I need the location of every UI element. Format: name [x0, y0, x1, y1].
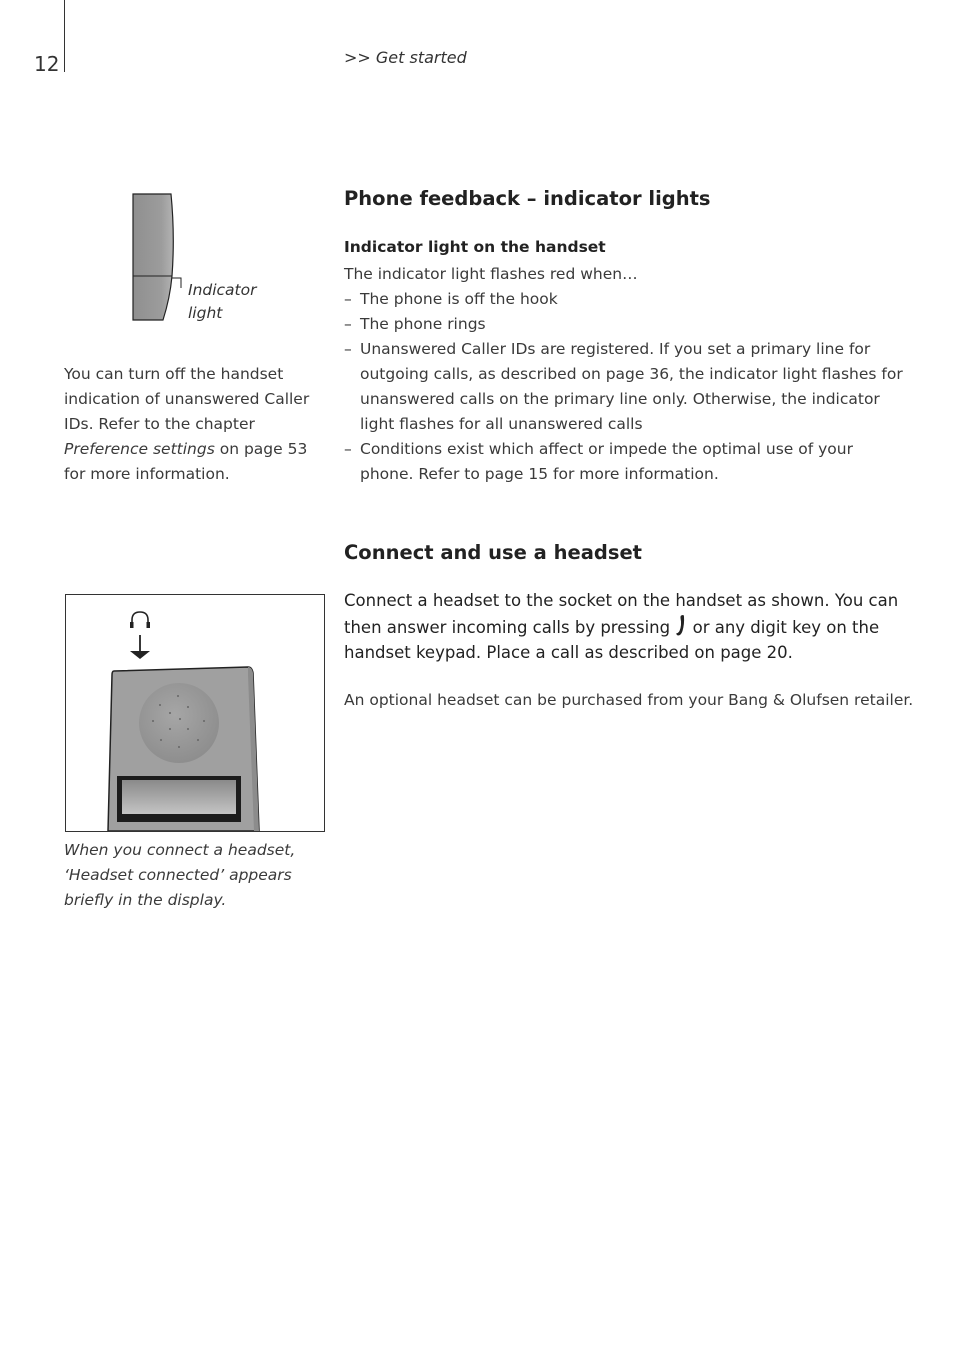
list-item — [344, 287, 904, 312]
side-note — [64, 362, 328, 487]
indicator-bullet-list — [344, 287, 904, 487]
down-arrow-icon — [130, 635, 150, 659]
side-note-text-2: on page 53 for more information. — [64, 440, 308, 483]
indicator-light-label — [188, 279, 257, 325]
headset-text-1: Connect a headset to the socket on the handset as shown. You can then answer incoming calls by pressing — [344, 591, 899, 637]
list-item — [344, 437, 904, 487]
dash-marker: – — [344, 290, 352, 308]
indicator-light-subheading: Indicator light on the handset — [344, 238, 606, 256]
page-number-rule — [64, 0, 65, 72]
dash-marker: – — [344, 315, 352, 333]
breadcrumb-prefix: >> — [344, 48, 371, 67]
indicator-label-line2: light — [188, 304, 223, 322]
optional-headset-note: An optional headset can be purchased from your Bang & Olufsen retailer. — [344, 691, 914, 709]
handset-key-icon — [675, 613, 687, 637]
headset-illustration-frame — [65, 594, 325, 832]
headset-socket-illustration — [66, 595, 324, 831]
page-number: 12 — [34, 52, 60, 76]
headset-text-2: or any digit key on the handset keypad. Place a call as described on page 20. — [344, 618, 880, 662]
dash-marker: – — [344, 340, 352, 358]
phone-feedback-heading: Phone feedback – indicator lights — [344, 187, 711, 210]
indicator-intro: The indicator light flashes red when… — [344, 265, 638, 283]
breadcrumb — [344, 48, 467, 67]
headset-paragraph — [344, 588, 904, 665]
indicator-label-line1: Indicator — [188, 281, 257, 299]
list-item — [344, 337, 904, 437]
side-note-italic: Preference settings — [64, 440, 215, 458]
list-item-text: Conditions exist which affect or impede the optimal use of your phone. Refer to page 15 for more information. — [360, 440, 853, 483]
headset-caption: When you connect a headset, ‘Headset connected’ appears briefly in the display. — [64, 841, 296, 909]
breadcrumb-section: Get started — [375, 48, 467, 67]
side-note-text-1: You can turn off the handset indication of unanswered Caller IDs. Refer to the chapter — [64, 365, 310, 433]
list-item-text: Unanswered Caller IDs are registered. If you set a primary line for outgoing calls, as described on page 36, the indicator light flashes for unanswered calls on the primary line only. Otherwise, the indicator light flashes for all unanswered calls — [360, 340, 903, 433]
list-item — [344, 312, 904, 337]
list-item-text: The phone is off the hook — [360, 290, 558, 308]
headset-icon — [130, 612, 150, 628]
list-item-text: The phone rings — [360, 315, 486, 333]
handset-indicator-illustration — [128, 190, 188, 326]
headset-heading: Connect and use a headset — [344, 541, 642, 564]
dash-marker: – — [344, 440, 352, 458]
